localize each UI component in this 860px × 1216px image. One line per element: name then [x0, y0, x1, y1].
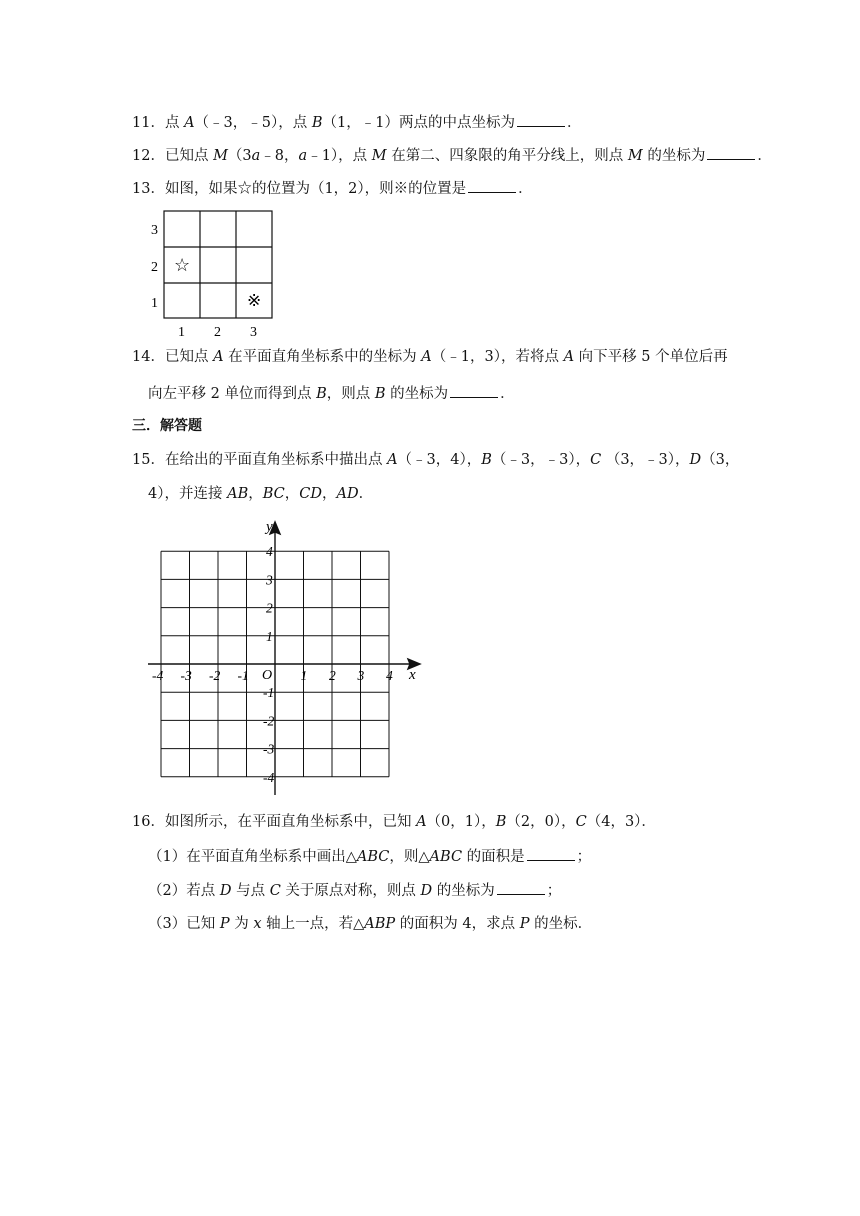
q12-text: ． — [757, 148, 772, 164]
q14-var: A — [421, 349, 432, 365]
q16-text: （3）已知 — [148, 916, 220, 932]
question-11 — [132, 112, 581, 133]
q15-var: BC — [262, 486, 285, 502]
question-15-line2 — [148, 484, 373, 504]
q12-var: a — [298, 148, 308, 164]
q16-text: （0，1）， — [426, 814, 496, 830]
q16-text: （2，0）， — [506, 814, 576, 830]
y-tick-label: 4 — [266, 544, 273, 560]
q15-text: ， — [284, 486, 300, 502]
q16-text: 如图所示，在平面直角坐标系中，已知 — [164, 814, 417, 830]
q15-text: （3，﹣3）， — [601, 452, 690, 468]
q12-text: 在第二、四象限的角平分线上，则点 — [386, 148, 628, 164]
y-label: 3 — [151, 223, 158, 238]
y-label: 2 — [151, 260, 158, 275]
question-14-line1 — [132, 347, 728, 367]
q16-text: （4，3）． — [586, 814, 656, 830]
q14-text: ，则点 — [326, 386, 375, 402]
q16-text: 关于原点对称，则点 — [280, 883, 421, 899]
q16-var: D — [219, 883, 232, 899]
y-tick-label: -1 — [263, 685, 275, 701]
q16-text: ，则△ — [389, 849, 430, 865]
q14-text: ． — [500, 386, 515, 402]
q12-text: ﹣8， — [260, 148, 299, 164]
q15-number: 15． — [132, 452, 165, 468]
question-13 — [132, 178, 533, 199]
q11-text: 点 — [164, 115, 185, 131]
q16-var: B — [495, 814, 507, 830]
y-tick-label: -2 — [263, 713, 275, 729]
x-tick-label: 1 — [300, 668, 308, 683]
q15-text: ， — [248, 486, 263, 502]
y-tick-label: 1 — [266, 628, 273, 644]
q12-var: M — [627, 148, 643, 164]
q16-text: 为 — [229, 916, 254, 932]
q15-var: D — [689, 452, 702, 468]
x-tick-label: 3 — [357, 668, 365, 683]
q16-text: 的坐标． — [529, 916, 593, 932]
question-16-part1 — [148, 846, 591, 867]
y-tick-label: -3 — [263, 741, 275, 757]
q15-text: ， — [322, 486, 337, 502]
q15-var: AB — [227, 486, 249, 502]
question-15-line1 — [132, 450, 739, 470]
q14-text: 已知点 — [164, 349, 214, 365]
answer-blank[interactable] — [707, 145, 755, 160]
x-label: 3 — [250, 325, 257, 340]
q14-text: （﹣1，3），若将点 — [431, 349, 564, 365]
question-16-part3 — [148, 914, 592, 934]
origin-label: O — [262, 668, 273, 683]
question-14-line2 — [148, 383, 515, 404]
q12-var: a — [251, 148, 261, 164]
star-symbol: ☆ — [174, 255, 191, 275]
q16-text: 的坐标为 — [432, 883, 495, 899]
section-heading: 三．解答题 — [132, 418, 202, 434]
q15-text: 4），并连接 — [148, 486, 228, 502]
answer-blank[interactable] — [468, 178, 516, 193]
question-16-part2 — [148, 880, 561, 901]
q15-var: CD — [299, 486, 322, 502]
q14-number: 14． — [132, 349, 165, 365]
q15-text: （﹣3，﹣3）， — [491, 452, 591, 468]
q15-var: AD — [336, 486, 359, 502]
q16-text: 的面积为 4，求点 — [395, 916, 520, 932]
q14-var: B — [316, 386, 327, 402]
q16-text: ； — [576, 849, 592, 865]
q12-text: 的坐标为 — [642, 148, 706, 164]
q15-var: C — [590, 452, 602, 468]
q16-number: 16． — [132, 814, 165, 830]
q16-text: 的面积是 — [462, 849, 525, 865]
answer-blank[interactable] — [450, 383, 498, 398]
x-tick-label: -1 — [237, 668, 249, 683]
x-tick-label: 2 — [329, 668, 336, 683]
q11-number: 11． — [132, 115, 165, 131]
q14-text: 在平面直角坐标系中的坐标为 — [223, 349, 422, 365]
question-16 — [132, 812, 656, 832]
answer-blank[interactable] — [527, 846, 575, 861]
x-tick-label: 4 — [386, 668, 393, 683]
x-label: 1 — [178, 325, 185, 340]
q15-text: （﹣3，4）， — [397, 452, 482, 468]
x-tick-label: -3 — [180, 668, 192, 683]
q15-text: 在给出的平面直角坐标系中描出点 — [164, 452, 388, 468]
coordinate-plane — [144, 515, 434, 797]
q13-position-grid — [146, 205, 286, 341]
q14-text: 向下平移 5 个单位后再 — [574, 349, 728, 365]
q12-text: 已知点 — [164, 148, 214, 164]
x-tick-label: -2 — [209, 668, 221, 683]
q16-var: A — [416, 814, 427, 830]
q14-text: 向左平移 2 单位而得到点 — [148, 386, 317, 402]
q11-var: A — [184, 115, 195, 131]
q16-var: ABC — [356, 849, 390, 865]
q14-var: B — [374, 386, 386, 402]
q11-text: （﹣3，﹣5），点 — [194, 115, 312, 131]
q16-var: C — [269, 883, 281, 899]
answer-blank[interactable] — [517, 112, 565, 127]
x-label: 2 — [214, 325, 221, 340]
q16-var: ABC — [429, 849, 463, 865]
q11-text: ． — [566, 115, 582, 131]
q14-text: 的坐标为 — [385, 386, 449, 402]
y-tick-label: 3 — [266, 572, 273, 588]
q15-text: ． — [358, 486, 374, 502]
q12-text: （3 — [227, 148, 252, 164]
q12-var: M — [371, 148, 387, 164]
q16-var: x — [253, 916, 262, 932]
q14-var: A — [563, 349, 575, 365]
q13-text: ． — [518, 181, 533, 197]
q13-number: 13． — [132, 181, 165, 197]
y-label: 1 — [151, 296, 158, 311]
q16-var: P — [219, 916, 230, 932]
q16-var: P — [519, 916, 530, 932]
q15-text: （3， — [701, 452, 740, 468]
question-12 — [132, 145, 772, 166]
q16-text: 轴上一点，若△ — [261, 916, 365, 932]
q11-var: B — [311, 115, 323, 131]
q16-text: （2）若点 — [148, 883, 220, 899]
q14-var: A — [213, 349, 224, 365]
q12-var: M — [213, 148, 228, 164]
answer-blank[interactable] — [497, 880, 545, 895]
q16-var: C — [575, 814, 587, 830]
q12-number: 12． — [132, 148, 165, 164]
q11-text: （1，﹣1）两点的中点坐标为 — [322, 115, 515, 131]
x-axis-label: x — [409, 667, 416, 683]
q16-var: D — [420, 883, 433, 899]
reference-mark-symbol: ※ — [247, 291, 262, 310]
q15-var: A — [387, 452, 398, 468]
y-tick-label: -4 — [263, 769, 275, 785]
q15-var: B — [481, 452, 492, 468]
q16-text: 与点 — [231, 883, 270, 899]
q16-text: ； — [546, 883, 562, 899]
x-tick-label: -4 — [152, 668, 164, 683]
y-tick-label: 2 — [266, 600, 273, 616]
q16-text: （1）在平面直角坐标系中画出△ — [148, 849, 357, 865]
q12-text: ﹣1），点 — [307, 148, 372, 164]
q13-text: 如图，如果☆的位置为（1，2），则※的位置是 — [164, 181, 467, 197]
q16-var: ABP — [364, 916, 396, 932]
y-axis-label: y — [266, 519, 273, 535]
